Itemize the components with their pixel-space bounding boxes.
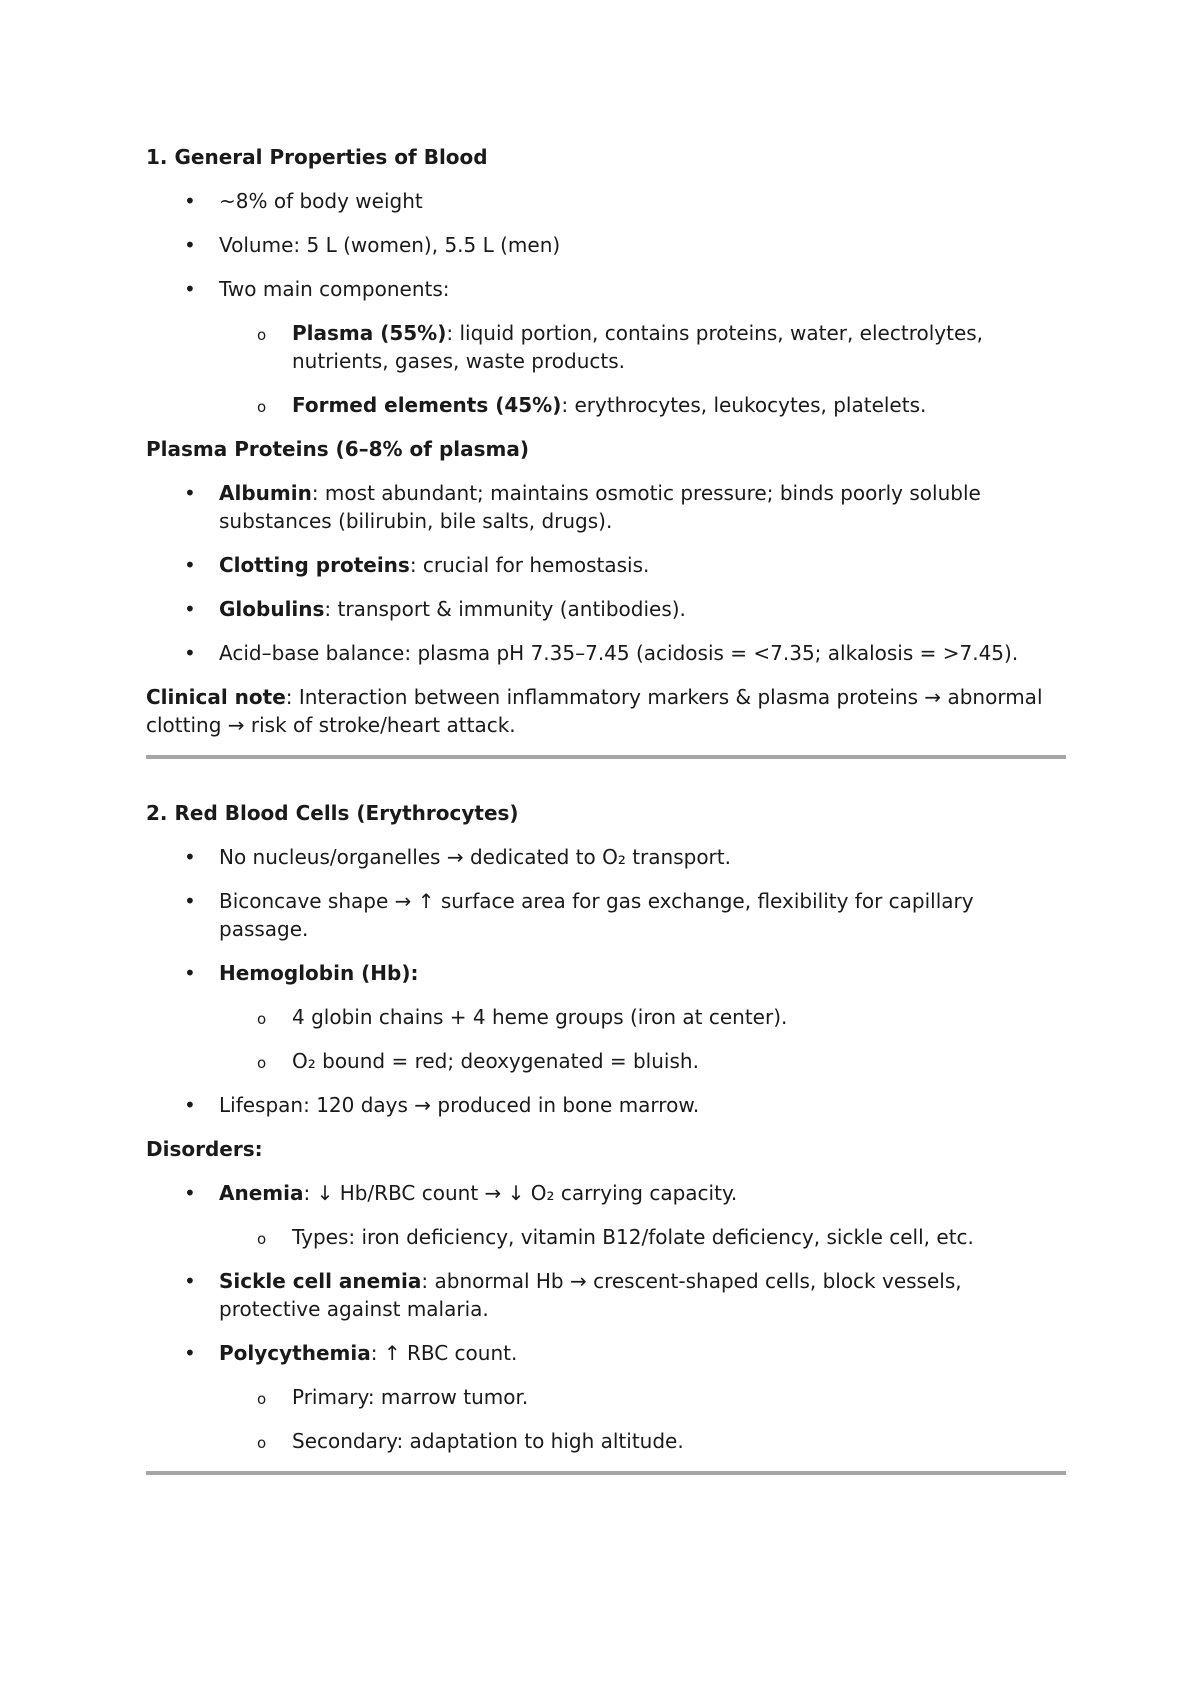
plasma-proteins-heading: Plasma Proteins (6–8% of plasma)	[146, 437, 529, 461]
sub-list-item: o O₂ bound = red; deoxygenated = bluish.	[146, 1047, 1066, 1075]
plasma-proteins-list	[146, 479, 1066, 667]
list-item: • Volume: 5 L (women), 5.5 L (men)	[146, 231, 1066, 259]
section-2-list	[146, 843, 1066, 1119]
sub-list-item: o Primary: marrow tumor.	[146, 1383, 1066, 1411]
disorders-heading: Disorders:	[146, 1137, 263, 1161]
list-item: • Hemoglobin (Hb):	[146, 959, 1066, 987]
sub-list-item: o Secondary: adaptation to high altitude.	[146, 1427, 1066, 1455]
list-item: • ~8% of body weight	[146, 187, 1066, 215]
sub-list-item: o 4 globin chains + 4 heme groups (iron at center).	[146, 1003, 1066, 1031]
section-2-heading: 2. Red Blood Cells (Erythrocytes)	[146, 801, 519, 825]
sub-list-item: o Formed elements (45%): erythrocytes, leukocytes, platelets.	[146, 391, 1066, 419]
list-item: • Two main components:	[146, 275, 1066, 303]
sub-list-item: o Types: iron deficiency, vitamin B12/folate deficiency, sickle cell, etc.	[146, 1223, 1066, 1251]
sub-list-item: o Plasma (55%): liquid portion, contains proteins, water, electrolytes, nutrients, gases, waste products.	[146, 319, 1066, 375]
list-item: • Clotting proteins: crucial for hemostasis.	[146, 551, 1066, 579]
clinical-note: Clinical note: Interaction between inflammatory markers & plasma proteins → abnormal clotting → risk of stroke/heart attack.	[146, 685, 1043, 737]
list-item: • No nucleus/organelles → dedicated to O₂ transport.	[146, 843, 1066, 871]
list-item: • Globulins: transport & immunity (antibodies).	[146, 595, 1066, 623]
section-1-list	[146, 187, 1066, 419]
section-1-heading: 1. General Properties of Blood	[146, 145, 488, 169]
list-item: • Polycythemia: ↑ RBC count.	[146, 1339, 1066, 1367]
disorders-list	[146, 1179, 1066, 1455]
horizontal-rule	[146, 1471, 1066, 1475]
list-item: • Biconcave shape → ↑ surface area for gas exchange, flexibility for capillary passage.	[146, 887, 1066, 943]
list-item: • Anemia: ↓ Hb/RBC count → ↓ O₂ carrying capacity.	[146, 1179, 1066, 1207]
list-item: • Sickle cell anemia: abnormal Hb → crescent-shaped cells, block vessels, protective against malaria.	[146, 1267, 1066, 1323]
document-body	[146, 143, 1066, 1475]
list-item: • Acid–base balance: plasma pH 7.35–7.45 (acidosis = <7.35; alkalosis = >7.45).	[146, 639, 1066, 667]
list-item: • Lifespan: 120 days → produced in bone marrow.	[146, 1091, 1066, 1119]
list-item: • Albumin: most abundant; maintains osmotic pressure; binds poorly soluble substances (bilirubin, bile salts, drugs).	[146, 479, 1066, 535]
